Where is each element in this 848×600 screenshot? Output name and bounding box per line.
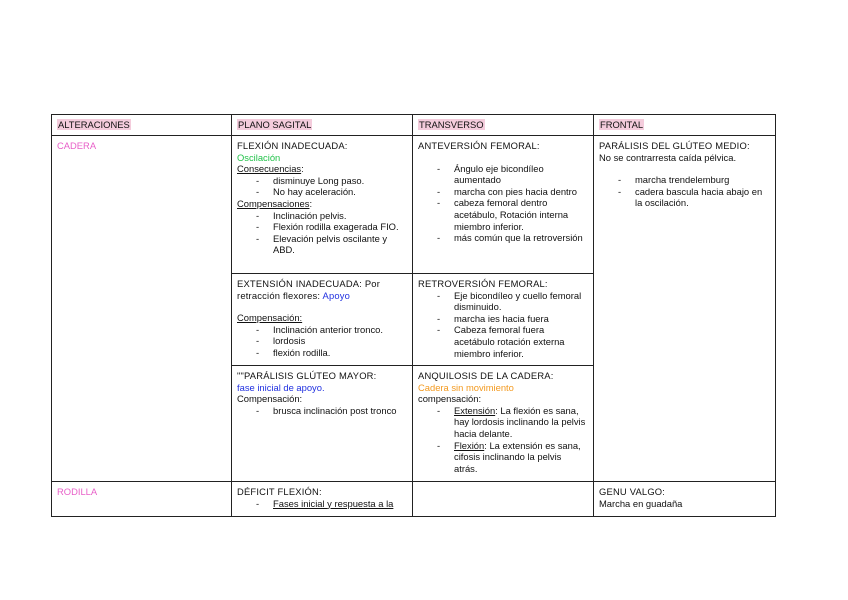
genu-valgo-title: GENU VALGO:	[599, 486, 666, 497]
extension-comp-heading: Compensación:	[237, 312, 303, 324]
header-cell	[232, 115, 413, 136]
cadera-label: CADERA	[57, 140, 97, 151]
retroversion-cell	[413, 274, 594, 366]
list-item: - marcha con pies hacia dentro	[418, 186, 587, 198]
consecuencias-heading: Consecuencias:	[237, 163, 304, 175]
list-item: - marcha ies hacia fuera	[418, 313, 587, 325]
sagital-extension-cell	[232, 274, 413, 366]
list-item: - cadera bascula hacia abajo en la oscilación.	[599, 186, 769, 209]
list-item: - Ángulo eje bicondíleo aumentado	[418, 163, 587, 186]
anteversion-cell	[413, 136, 594, 274]
gluteo-medio-list	[599, 174, 769, 209]
header-transverso: TRANSVERSO	[419, 119, 484, 131]
list-item: - marcha trendelemburg	[599, 174, 769, 186]
header-alteraciones: ALTERACIONES	[58, 119, 130, 131]
rodilla-label-cell	[52, 482, 232, 517]
list-item: - lordosis	[237, 335, 406, 347]
retroversion-title: RETROVERSIÓN FEMORAL:	[418, 278, 548, 289]
sagital-flexion-cell	[232, 136, 413, 274]
list-item: - más común que la retroversión	[418, 232, 587, 244]
gluteo-medio-title: PARÁLISIS DEL GLÚTEO MEDIO:	[599, 140, 750, 151]
rodilla-frontal-cell	[594, 482, 776, 517]
extension-title: EXTENSIÓN INADECUADA: Por retracción flexores: Apoyo	[237, 278, 381, 301]
retroversion-list	[418, 290, 587, 360]
list-item: - Elevación pelvis oscilante y ABD.	[237, 233, 406, 256]
list-item: - Eje bicondíleo y cuello femoral disminuido.	[418, 290, 587, 313]
deficit-flexion-title: DÉFICIT FLEXIÓN:	[237, 486, 322, 497]
genu-valgo-subtitle: Marcha en guadaña	[599, 497, 683, 509]
rodilla-sagital-cell	[232, 482, 413, 517]
list-item: - Fases inicial y respuesta a la	[237, 498, 406, 510]
anteversion-title: ANTEVERSIÓN FEMORAL:	[418, 140, 540, 151]
list-item: - Flexión rodilla exagerada FIO.	[237, 221, 406, 233]
list-item: - No hay aceleración.	[237, 186, 406, 198]
header-row	[52, 115, 776, 136]
gluteo-mayor-comp-list	[237, 405, 406, 417]
rodilla-label: RODILLA	[57, 486, 98, 497]
list-item: - Inclinación anterior tronco.	[237, 324, 406, 336]
extension-comp-list	[237, 324, 406, 359]
header-plano-sagital: PLANO SAGITAL	[238, 119, 312, 131]
anquilosis-comp-heading: compensación:	[418, 393, 482, 405]
anquilosis-phase: Cadera sin movimiento	[418, 381, 514, 393]
gluteo-mayor-title: ""PARÁLISIS GLÚTEO MAYOR:	[237, 370, 377, 381]
list-item: - disminuye Long paso.	[237, 175, 406, 187]
list-item: - flexión rodilla.	[237, 347, 406, 359]
anquilosis-title: ANQUILOSIS DE LA CADERA:	[418, 370, 554, 381]
cadera-row-1	[52, 136, 776, 274]
header-cell	[52, 115, 232, 136]
frontal-gluteo-medio-cell	[594, 136, 776, 482]
anquilosis-cell	[413, 366, 594, 482]
header-cell	[594, 115, 776, 136]
deficit-flexion-list	[237, 498, 406, 510]
rodilla-row	[52, 482, 776, 517]
list-item: - Cabeza femoral fuera acetábulo rotación externa miembro inferior.	[418, 324, 587, 359]
list-item: - Flexión: La extensión es sana, cifosis inclinando la pelvis atrás.	[418, 440, 587, 475]
list-item: - Extensión: La flexión es sana, hay lordosis inclinando la pelvis hacia delante.	[418, 405, 587, 440]
flexion-title: FLEXIÓN INADECUADA:	[237, 140, 348, 151]
compensaciones-list	[237, 210, 406, 256]
cadera-label-cell	[52, 136, 232, 482]
sagital-gluteo-mayor-cell	[232, 366, 413, 482]
rodilla-transverso-cell	[413, 482, 594, 517]
consecuencias-list	[237, 175, 406, 198]
header-cell	[413, 115, 594, 136]
gait-alterations-table	[51, 114, 776, 517]
gluteo-mayor-phase: fase inicial de apoyo.	[237, 381, 325, 393]
compensaciones-heading: Compensaciones:	[237, 197, 313, 209]
flexion-phase: Oscilación	[237, 151, 281, 163]
anquilosis-list	[418, 405, 587, 475]
list-item: - cabeza femoral dentro acetábulo, Rotación interna miembro inferior.	[418, 197, 587, 232]
anteversion-list	[418, 163, 587, 244]
gluteo-medio-subtitle: No se contrarresta caída pélvica.	[599, 151, 737, 163]
header-frontal: FRONTAL	[600, 119, 644, 131]
list-item: - Inclinación pelvis.	[237, 210, 406, 222]
list-item: - brusca inclinación post tronco	[237, 405, 406, 417]
gluteo-mayor-comp-heading: Compensación:	[237, 393, 303, 405]
